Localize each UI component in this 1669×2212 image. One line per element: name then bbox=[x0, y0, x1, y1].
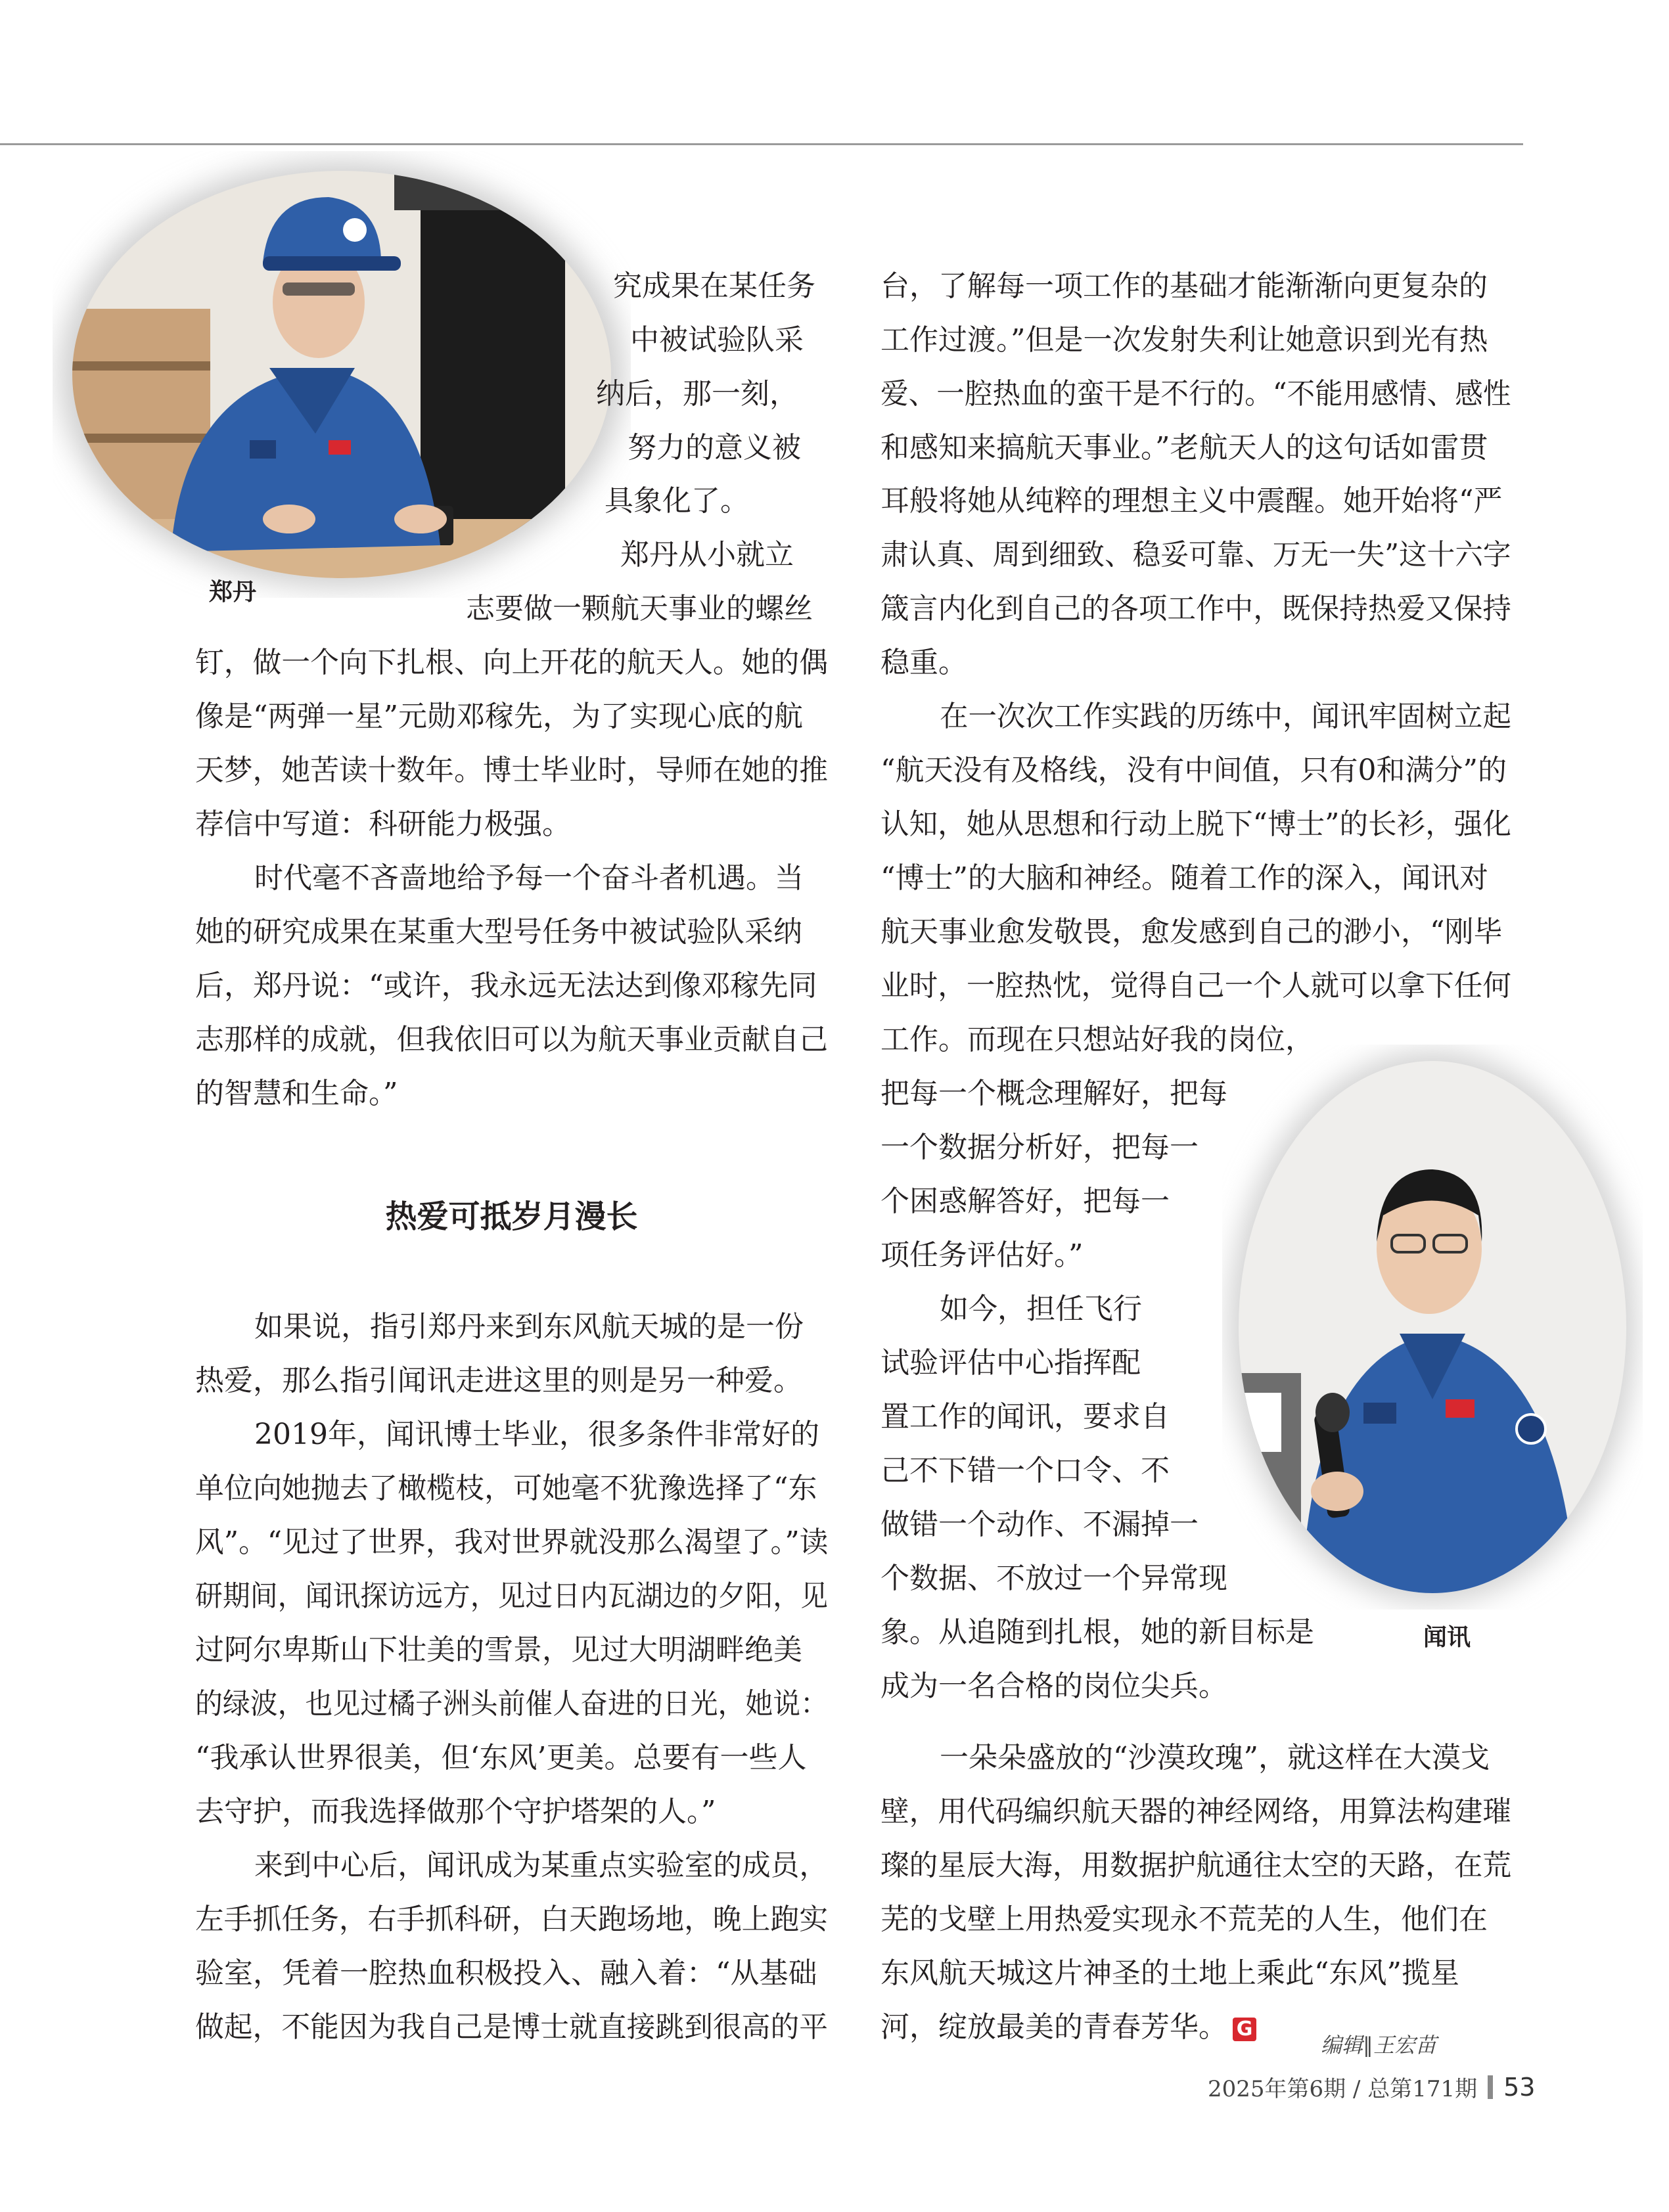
right-line: “航天没有及格线，没有中间值，只有0和满分”的 bbox=[880, 754, 1507, 787]
right-line: 个数据、不放过一个异常现 bbox=[880, 1562, 1227, 1595]
left-line: 左手抓任务，右手抓科研，白天跑场地，晚上跑实 bbox=[195, 1903, 828, 1936]
left-line: 单位向她抛去了橄榄枝，可她毫不犹豫选择了“东 bbox=[195, 1472, 817, 1505]
right-line: 耳般将她从纯粹的理想主义中震醒。她开始将“严 bbox=[880, 484, 1503, 518]
right-line: 己不下错一个口令、不 bbox=[880, 1454, 1170, 1487]
right-line: 航天事业愈发敬畏，愈发感到自己的渺小，“刚毕 bbox=[880, 915, 1503, 949]
left-line: 荐信中写道：科研能力极强。 bbox=[195, 807, 571, 841]
right-line: 和感知来搞航天事业。”老航天人的这句话如雷贯 bbox=[880, 431, 1488, 464]
right-line: 璨的星辰大海，用数据护航通往太空的天路，在荒 bbox=[880, 1849, 1511, 1882]
section-heading: 热爱可抵岁月漫长 bbox=[385, 1198, 638, 1235]
right-line: 壁，用代码编织航天器的神经网络，用算法构建璀 bbox=[880, 1795, 1511, 1828]
left-line: 志要做一颗航天事业的螺丝 bbox=[466, 592, 813, 625]
left-line: 具象化了。 bbox=[605, 484, 749, 518]
left-line: 如果说，指引郑丹来到东风航天城的是一份 bbox=[254, 1310, 804, 1343]
right-line: 工作过渡。”但是一次发射失利让她意识到光有热 bbox=[880, 323, 1488, 357]
right-line: 肃认真、周到细致、稳妥可靠、万无一失”这十六字 bbox=[880, 538, 1511, 572]
left-line: “我承认世界很美，但‘东风’更美。总要有一些人 bbox=[195, 1741, 807, 1774]
footer-divider bbox=[1488, 2075, 1493, 2099]
wenxun-photo bbox=[1222, 1045, 1643, 1610]
left-line: 郑丹从小就立 bbox=[620, 538, 794, 572]
page-footer bbox=[1208, 2071, 1535, 2103]
right-line: 一朵朵盛放的“沙漠玫瑰”，就这样在大漠戈 bbox=[940, 1741, 1490, 1774]
page-number: 53 bbox=[1503, 2072, 1536, 2102]
right-line: “博士”的大脑和神经。随着工作的深入，闻讯对 bbox=[880, 861, 1488, 895]
left-line: 过阿尔卑斯山下壮美的雪景，见过大明湖畔绝美 bbox=[195, 1633, 802, 1667]
right-line: 芜的戈壁上用热爱实现永不荒芜的人生，他们在 bbox=[880, 1903, 1488, 1936]
left-line: 中被试验队采 bbox=[630, 323, 804, 357]
right-line: 一个数据分析好，把每一 bbox=[880, 1131, 1199, 1164]
left-line: 2019年，闻讯博士毕业，很多条件非常好的 bbox=[254, 1418, 819, 1451]
left-line: 去守护，而我选择做那个守护塔架的人。” bbox=[195, 1795, 716, 1828]
left-line: 天梦，她苦读十数年。博士毕业时，导师在她的推 bbox=[195, 754, 828, 787]
end-mark-icon: G bbox=[1233, 2018, 1256, 2041]
right-line: 把每一个概念理解好，把每 bbox=[880, 1077, 1227, 1110]
left-line: 像是“两弹一星”元勋邓稼先，为了实现心底的航 bbox=[195, 700, 803, 733]
left-line: 纳后，那一刻， bbox=[596, 377, 798, 411]
left-line: 志那样的成就，但我依旧可以为航天事业贡献自己 bbox=[195, 1023, 828, 1056]
left-line: 钉，做一个向下扎根、向上开花的航天人。她的偶 bbox=[195, 646, 828, 679]
left-line: 验室，凭着一腔热血积极投入、融入着：“从基础 bbox=[195, 1956, 817, 1990]
right-line: 业时，一腔热忱，觉得自己一个人就可以拿下任何 bbox=[880, 969, 1511, 1003]
right-line: 项任务评估好。” bbox=[880, 1238, 1084, 1272]
left-line: 研期间，闻讯探访远方，见过日内瓦湖边的夕阳，见 bbox=[195, 1579, 828, 1613]
right-line: 工作。而现在只想站好我的岗位， bbox=[880, 1023, 1314, 1056]
left-line: 的绿波，也见过橘子洲头前催人奋进的日光，她说： bbox=[195, 1687, 828, 1721]
photo-caption-zhengdan: 郑丹 bbox=[209, 579, 257, 606]
right-line: 台，了解每一项工作的基础才能渐渐向更复杂的 bbox=[880, 269, 1488, 303]
right-line: 稳重。 bbox=[880, 646, 967, 679]
right-line: 象。从追随到扎根，她的新目标是 bbox=[880, 1615, 1314, 1649]
left-line: 来到中心后，闻讯成为某重点实验室的成员， bbox=[254, 1849, 828, 1882]
left-line: 她的研究成果在某重大型号任务中被试验队采纳 bbox=[195, 915, 802, 949]
right-line: 置工作的闻讯，要求自 bbox=[880, 1400, 1170, 1433]
right-line: 试验评估中心指挥配 bbox=[880, 1346, 1141, 1380]
left-line: 做起，不能因为我自己是博士就直接跳到很高的平 bbox=[195, 2010, 828, 2044]
right-line: 做错一个动作、不漏掉一 bbox=[880, 1508, 1199, 1541]
right-line: 在一次次工作实践的历练中，闻讯牢固树立起 bbox=[940, 700, 1511, 733]
left-line: 风”。“见过了世界，我对世界就没那么渴望了。”读 bbox=[195, 1525, 829, 1559]
right-line: 如今，担任飞行 bbox=[940, 1292, 1142, 1326]
right-line: 箴言内化到自己的各项工作中，既保持热爱又保持 bbox=[880, 592, 1511, 625]
right-line: 东风航天城这片神圣的土地上乘此“东风”揽星 bbox=[880, 1956, 1459, 1990]
zhengdan-photo bbox=[53, 151, 631, 598]
left-line: 时代毫不吝啬地给予每一个奋斗者机遇。当 bbox=[254, 861, 804, 895]
right-line: 爱、一腔热血的蛮干是不行的。“不能用感情、感性 bbox=[880, 377, 1511, 411]
issue-info: 2025年第6期 / 总第171期 bbox=[1208, 2076, 1478, 2102]
editor-credit: 编辑∥王宏苗 bbox=[1321, 2033, 1437, 2058]
photo-caption-wenxun: 闻讯 bbox=[1423, 1624, 1471, 1651]
left-line: 究成果在某任务 bbox=[613, 269, 815, 303]
right-line: 认知，她从思想和行动上脱下“博士”的长衫，强化 bbox=[880, 807, 1511, 841]
right-line: 个困惑解答好，把每一 bbox=[880, 1185, 1170, 1218]
left-line: 的智慧和生命。” bbox=[195, 1077, 398, 1110]
right-line-last-text: 河，绽放最美的青春芳华。 bbox=[880, 2010, 1227, 2044]
top-rule bbox=[0, 143, 1523, 145]
left-line: 努力的意义被 bbox=[628, 431, 801, 464]
right-line: 成为一名合格的岗位尖兵。 bbox=[880, 1669, 1227, 1703]
left-line: 后，郑丹说：“或许，我永远无法达到像邓稼先同 bbox=[195, 969, 817, 1003]
left-line: 热爱，那么指引闻讯走进这里的则是另一种爱。 bbox=[195, 1364, 802, 1397]
